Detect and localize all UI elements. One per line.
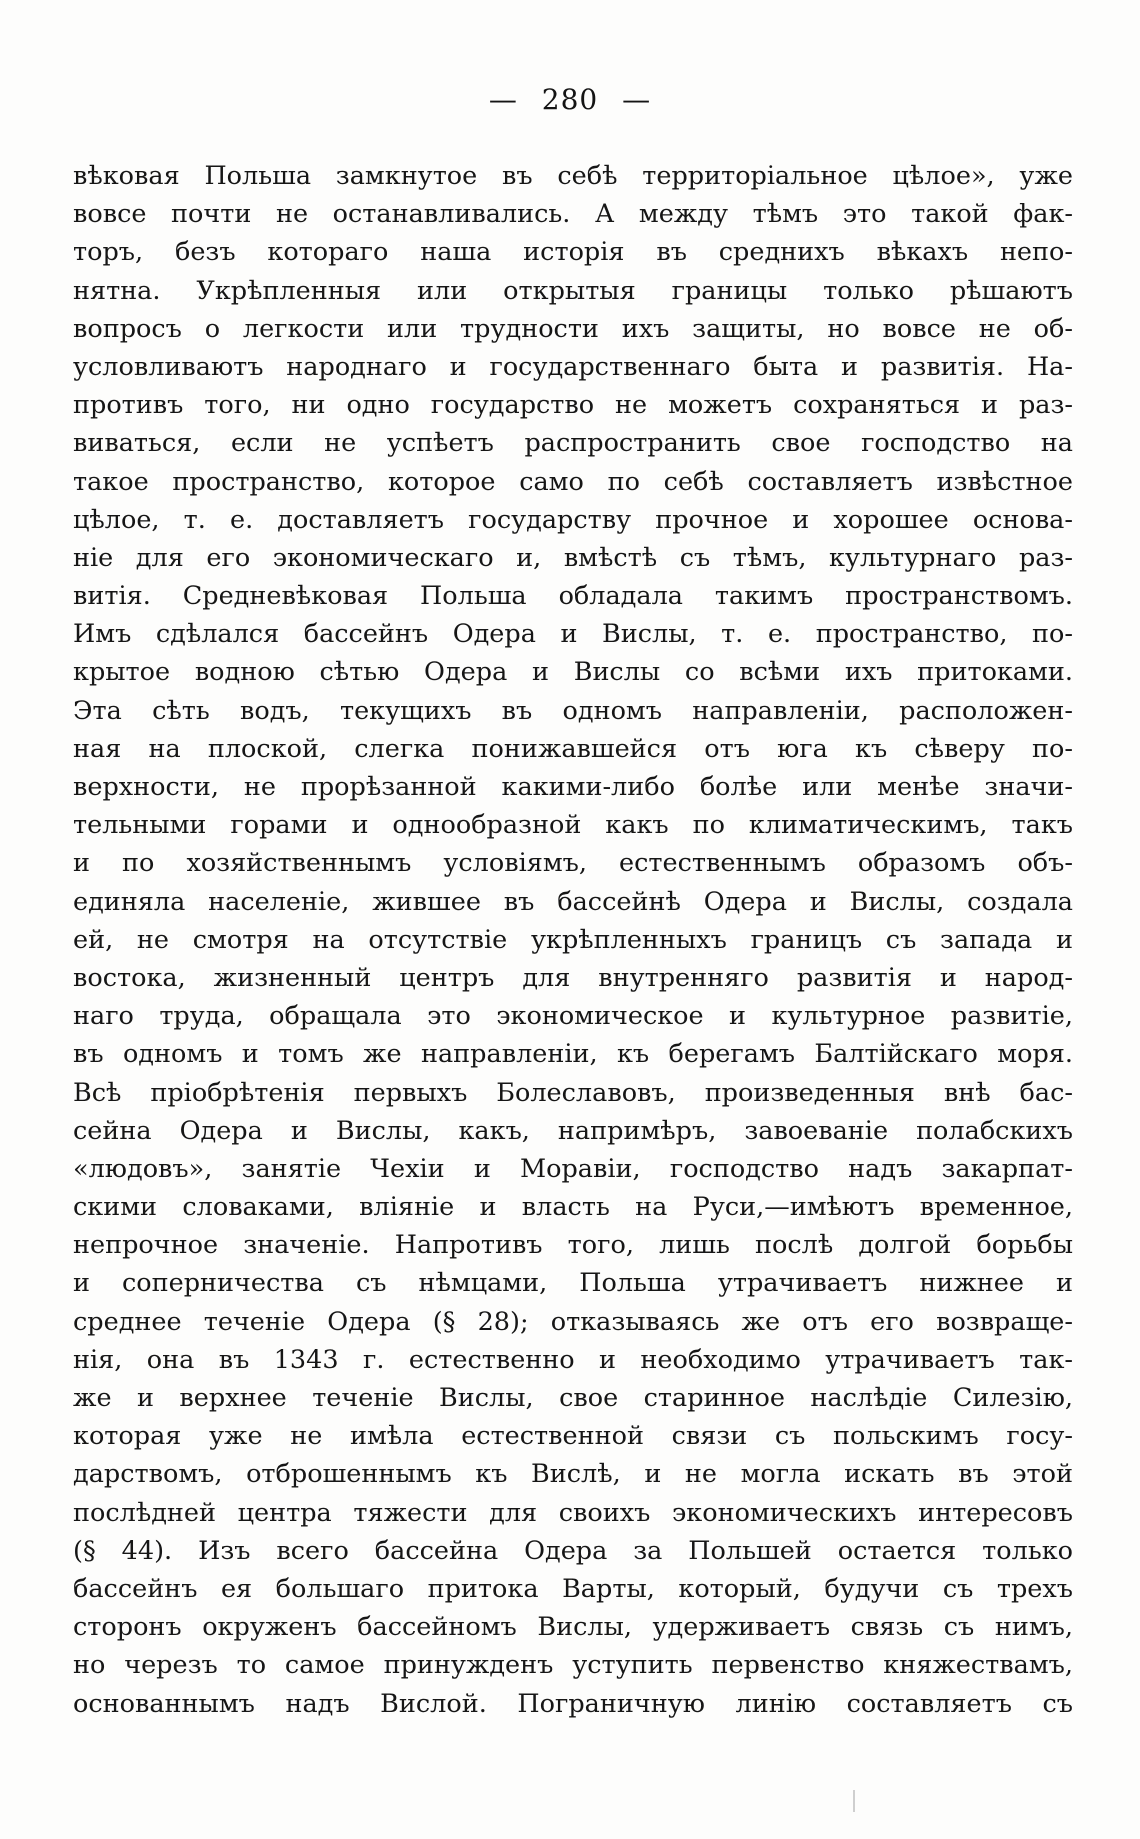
text-line: Имъ сдѣлался бассейнъ Одера и Вислы, т. е. пространство, по-: [73, 619, 1073, 650]
text-line: торъ, безъ котораго наша исторія въ среднихъ вѣкахъ непо-: [73, 237, 1073, 268]
text-line: сейна Одера и Вислы, какъ, напримѣръ, завоеваніе полабскихъ: [73, 1115, 1073, 1146]
text-line: скими словаками, вліяніе и власть на Руси,—имѣютъ временное,: [73, 1192, 1073, 1223]
text-line: виваться, если не успѣетъ распространить свое господство на: [73, 428, 1073, 459]
text-line: и соперничества съ нѣмцами, Польша утрачиваетъ нижнее и: [73, 1268, 1073, 1299]
text-line: нятна. Укрѣпленныя или открытыя границы только рѣшаютъ: [73, 275, 1073, 306]
page-number-header: [0, 80, 1140, 120]
text-line: ніе для его экономическаго и, вмѣстѣ съ тѣмъ, культурнаго раз-: [73, 542, 1073, 573]
text-line: такое пространство, которое само по себѣ составляетъ извѣстное: [73, 466, 1073, 497]
text-line: непрочное значеніе. Напротивъ того, лишь послѣ долгой борьбы: [73, 1230, 1073, 1261]
text-line: вопросъ о легкости или трудности ихъ защиты, но вовсе не об-: [73, 313, 1073, 344]
text-line: тельными горами и однообразной какъ по климатическимъ, такъ: [73, 810, 1073, 841]
text-line: вовсе почти не останавливались. А между тѣмъ это такой фак-: [73, 199, 1073, 230]
body-text: [73, 157, 1073, 1723]
text-line: ная на плоской, слегка понижавшейся отъ юга къ сѣверу по-: [73, 733, 1073, 764]
text-line: которая уже не имѣла естественной связи съ польскимъ госу-: [73, 1421, 1073, 1452]
text-line: верхности, не прорѣзанной какими-либо болѣе или менѣе значи-: [73, 772, 1073, 802]
text-line: же и верхнее теченіе Вислы, свое старинное наслѣдіе Силезію,: [73, 1383, 1073, 1413]
text-line: востока, жизненный центръ для внутренняго развитія и народ-: [73, 962, 1073, 993]
text-line: Всѣ пріобрѣтенія первыхъ Болеславовъ, произведенныя внѣ бас-: [73, 1077, 1073, 1108]
header-dash-right: —: [622, 83, 652, 116]
text-line: сторонъ окруженъ бассейномъ Вислы, удерживаетъ связь съ нимъ,: [73, 1612, 1073, 1643]
text-line: бассейнъ ея большаго притока Варты, который, будучи съ трехъ: [73, 1573, 1073, 1604]
text-line: вѣковая Польша замкнутое въ себѣ территоріальное цѣлое», уже: [73, 161, 1073, 191]
margin-mark: [853, 1790, 855, 1812]
text-line: дарствомъ, отброшеннымъ къ Вислѣ, и не могла искать въ этой: [73, 1459, 1073, 1490]
header-dash-left: —: [488, 83, 518, 116]
text-line: и по хозяйственнымъ условіямъ, естественнымъ образомъ объ-: [73, 848, 1073, 879]
text-line: цѣлое, т. е. доставляетъ государству прочное и хорошее основа-: [73, 504, 1073, 535]
text-line: единяла населеніе, жившее въ бассейнѣ Одера и Вислы, создала: [73, 886, 1073, 917]
text-line: крытое водною сѣтью Одера и Вислы со всѣми ихъ притоками.: [73, 657, 1073, 688]
text-line: въ одномъ и томъ же направленіи, къ берегамъ Балтійскаго моря.: [73, 1039, 1073, 1070]
text-line: но черезъ то самое принужденъ уступить первенство княжествамъ,: [73, 1650, 1073, 1681]
text-line: наго труда, обращала это экономическое и культурное развитіе,: [73, 1001, 1073, 1032]
text-line: «людовъ», занятіе Чехіи и Моравіи, господство надъ закарпат-: [73, 1153, 1073, 1184]
text-line: витія. Средневѣковая Польша обладала такимъ пространствомъ.: [73, 581, 1073, 612]
text-line: противъ того, ни одно государство не можетъ сохраняться и раз-: [73, 390, 1073, 421]
text-line: Эта сѣть водъ, текущихъ въ одномъ направленіи, расположен-: [73, 695, 1073, 726]
text-line: основаннымъ надъ Вислой. Пограничную линію составляетъ съ: [73, 1688, 1073, 1719]
text-line: нія, она въ 1343 г. естественно и необходимо утрачиваетъ так-: [73, 1344, 1073, 1375]
text-line: ей, не смотря на отсутствіе укрѣпленныхъ границъ съ запада и: [73, 924, 1073, 955]
text-line: послѣдней центра тяжести для своихъ экономическихъ интересовъ: [73, 1497, 1073, 1528]
text-line: (§ 44). Изъ всего бассейна Одера за Польшей остается только: [73, 1535, 1073, 1566]
text-line: среднее теченіе Одера (§ 28); отказываясь же отъ его возвраще-: [73, 1306, 1073, 1337]
text-line: условливаютъ народнаго и государственнаго быта и развитія. На-: [73, 351, 1073, 382]
page-number: 280: [541, 83, 599, 116]
